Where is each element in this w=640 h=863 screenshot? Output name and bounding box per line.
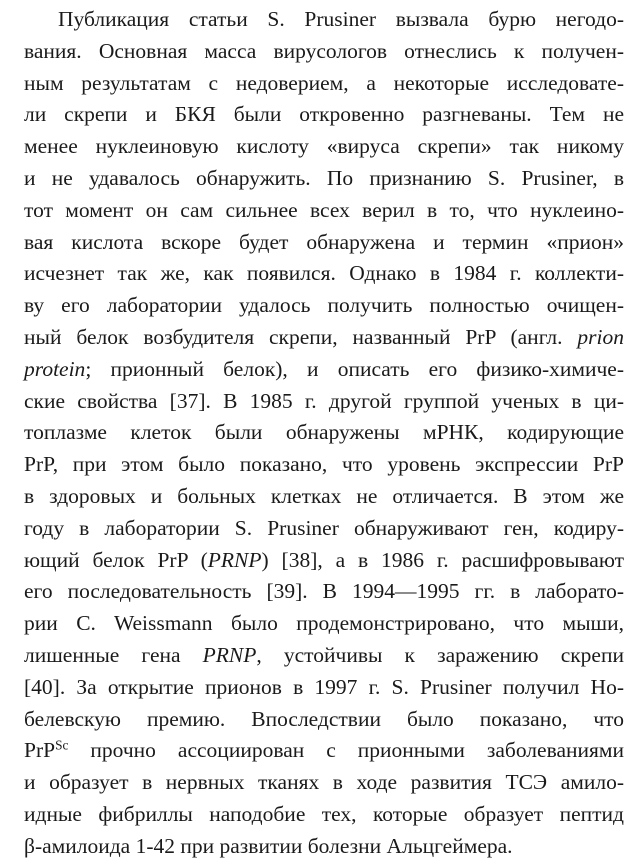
italic-term: prion (577, 324, 624, 349)
text-span: ) [38], а в 1986 г. расшифровывают (261, 547, 624, 572)
text-span: Публикация статьи S. Prusiner вызвала бурю негодо- (58, 7, 624, 31)
text-line (24, 322, 624, 354)
text-line (24, 131, 624, 163)
text-span: PrP (24, 738, 56, 763)
text-line (24, 831, 624, 863)
text-line (24, 195, 624, 227)
body-paragraph (24, 4, 624, 863)
text-span: топлазме клеток были обнаружены мРНК, кодирующие (24, 420, 624, 445)
text-line (24, 99, 624, 131)
text-line (24, 735, 624, 767)
text-line (24, 767, 624, 799)
text-line (24, 576, 624, 608)
text-span: в здоровых и больных клетках не отличается. В этом же (24, 483, 624, 508)
text-span: вая кислота вскоре будет обнаружена и термин «прион» (24, 229, 624, 254)
italic-term: protein (24, 356, 86, 381)
text-span: ющий белок PrP ( (24, 547, 208, 572)
text-line (24, 608, 624, 640)
text-span: , устойчивы к заражению скрепи (256, 642, 624, 667)
text-line (24, 36, 624, 68)
text-span: лишенные гена (24, 642, 203, 667)
text-span: ли скрепи и БКЯ были откровенно разгневаны. Тем не (24, 102, 624, 127)
text-span: и не удавалось обнаружить. По признанию S. Prusiner, в (24, 165, 624, 190)
italic-term: PRNP (207, 547, 262, 572)
text-line (24, 417, 624, 449)
text-span: ские свойства [37]. В 1985 г. другой группой ученых в ци- (24, 388, 624, 413)
text-line (24, 799, 624, 831)
text-span: ву его лаборатории удалось получить полностью очищен- (24, 293, 624, 318)
text-span: менее нуклеиновую кислоту «вируса скрепи» так никому (24, 134, 624, 159)
text-line (24, 386, 624, 418)
text-line (24, 290, 624, 322)
text-line (24, 513, 624, 545)
text-span: ным результатам с недоверием, а некоторые исследовате- (24, 70, 624, 95)
text-line (24, 640, 624, 672)
text-span: прочно ассоциирован с прионными заболеваниями (68, 738, 624, 763)
text-line (24, 68, 624, 100)
italic-term: PRNP (202, 642, 257, 667)
text-span: идные фибриллы наподобие тех, которые образует пептид (24, 801, 624, 826)
text-span: рии C. Weissmann было продемонстрировано, что мыши, (24, 611, 624, 636)
text-span: вания. Основная масса вирусологов отнеслись к получен- (24, 38, 624, 63)
text-span: его последовательность [39]. В 1994—1995 гг. в лаборато- (24, 579, 624, 604)
text-line (24, 354, 624, 386)
text-line (24, 227, 624, 259)
text-span: тот момент он сам сильнее всех верил в то, что нуклеино- (24, 197, 624, 222)
text-span: и образует в нервных тканях в ходе развития ТСЭ амило- (24, 770, 624, 795)
text-span: [40]. За открытие прионов в 1997 г. S. Prusiner получил Но- (24, 674, 624, 699)
text-span: β-амилоида 1-42 при развитии болезни Альцгеймера. (24, 833, 513, 858)
text-line (24, 163, 624, 195)
text-line (24, 672, 624, 704)
text-span: году в лаборатории S. Prusiner обнаруживают ген, кодиру- (24, 515, 624, 540)
text-span: исчезнет так же, как появился. Однако в 1984 г. коллекти- (24, 261, 624, 286)
text-line (24, 258, 624, 290)
text-span: ный белок возбудителя скрепи, названный PrP (англ. (24, 324, 578, 349)
text-line (24, 704, 624, 736)
text-line (24, 4, 624, 36)
text-span: PrP, при этом было показано, что уровень экспрессии PrP (24, 452, 624, 477)
text-line (24, 449, 624, 481)
text-line (24, 481, 624, 513)
text-span: белевскую премию. Впоследствии было показано, что (24, 706, 624, 731)
text-line (24, 545, 624, 577)
superscript: Sc (55, 738, 69, 753)
text-span: ; прионный белок), и описать его физико-химиче- (85, 356, 624, 381)
